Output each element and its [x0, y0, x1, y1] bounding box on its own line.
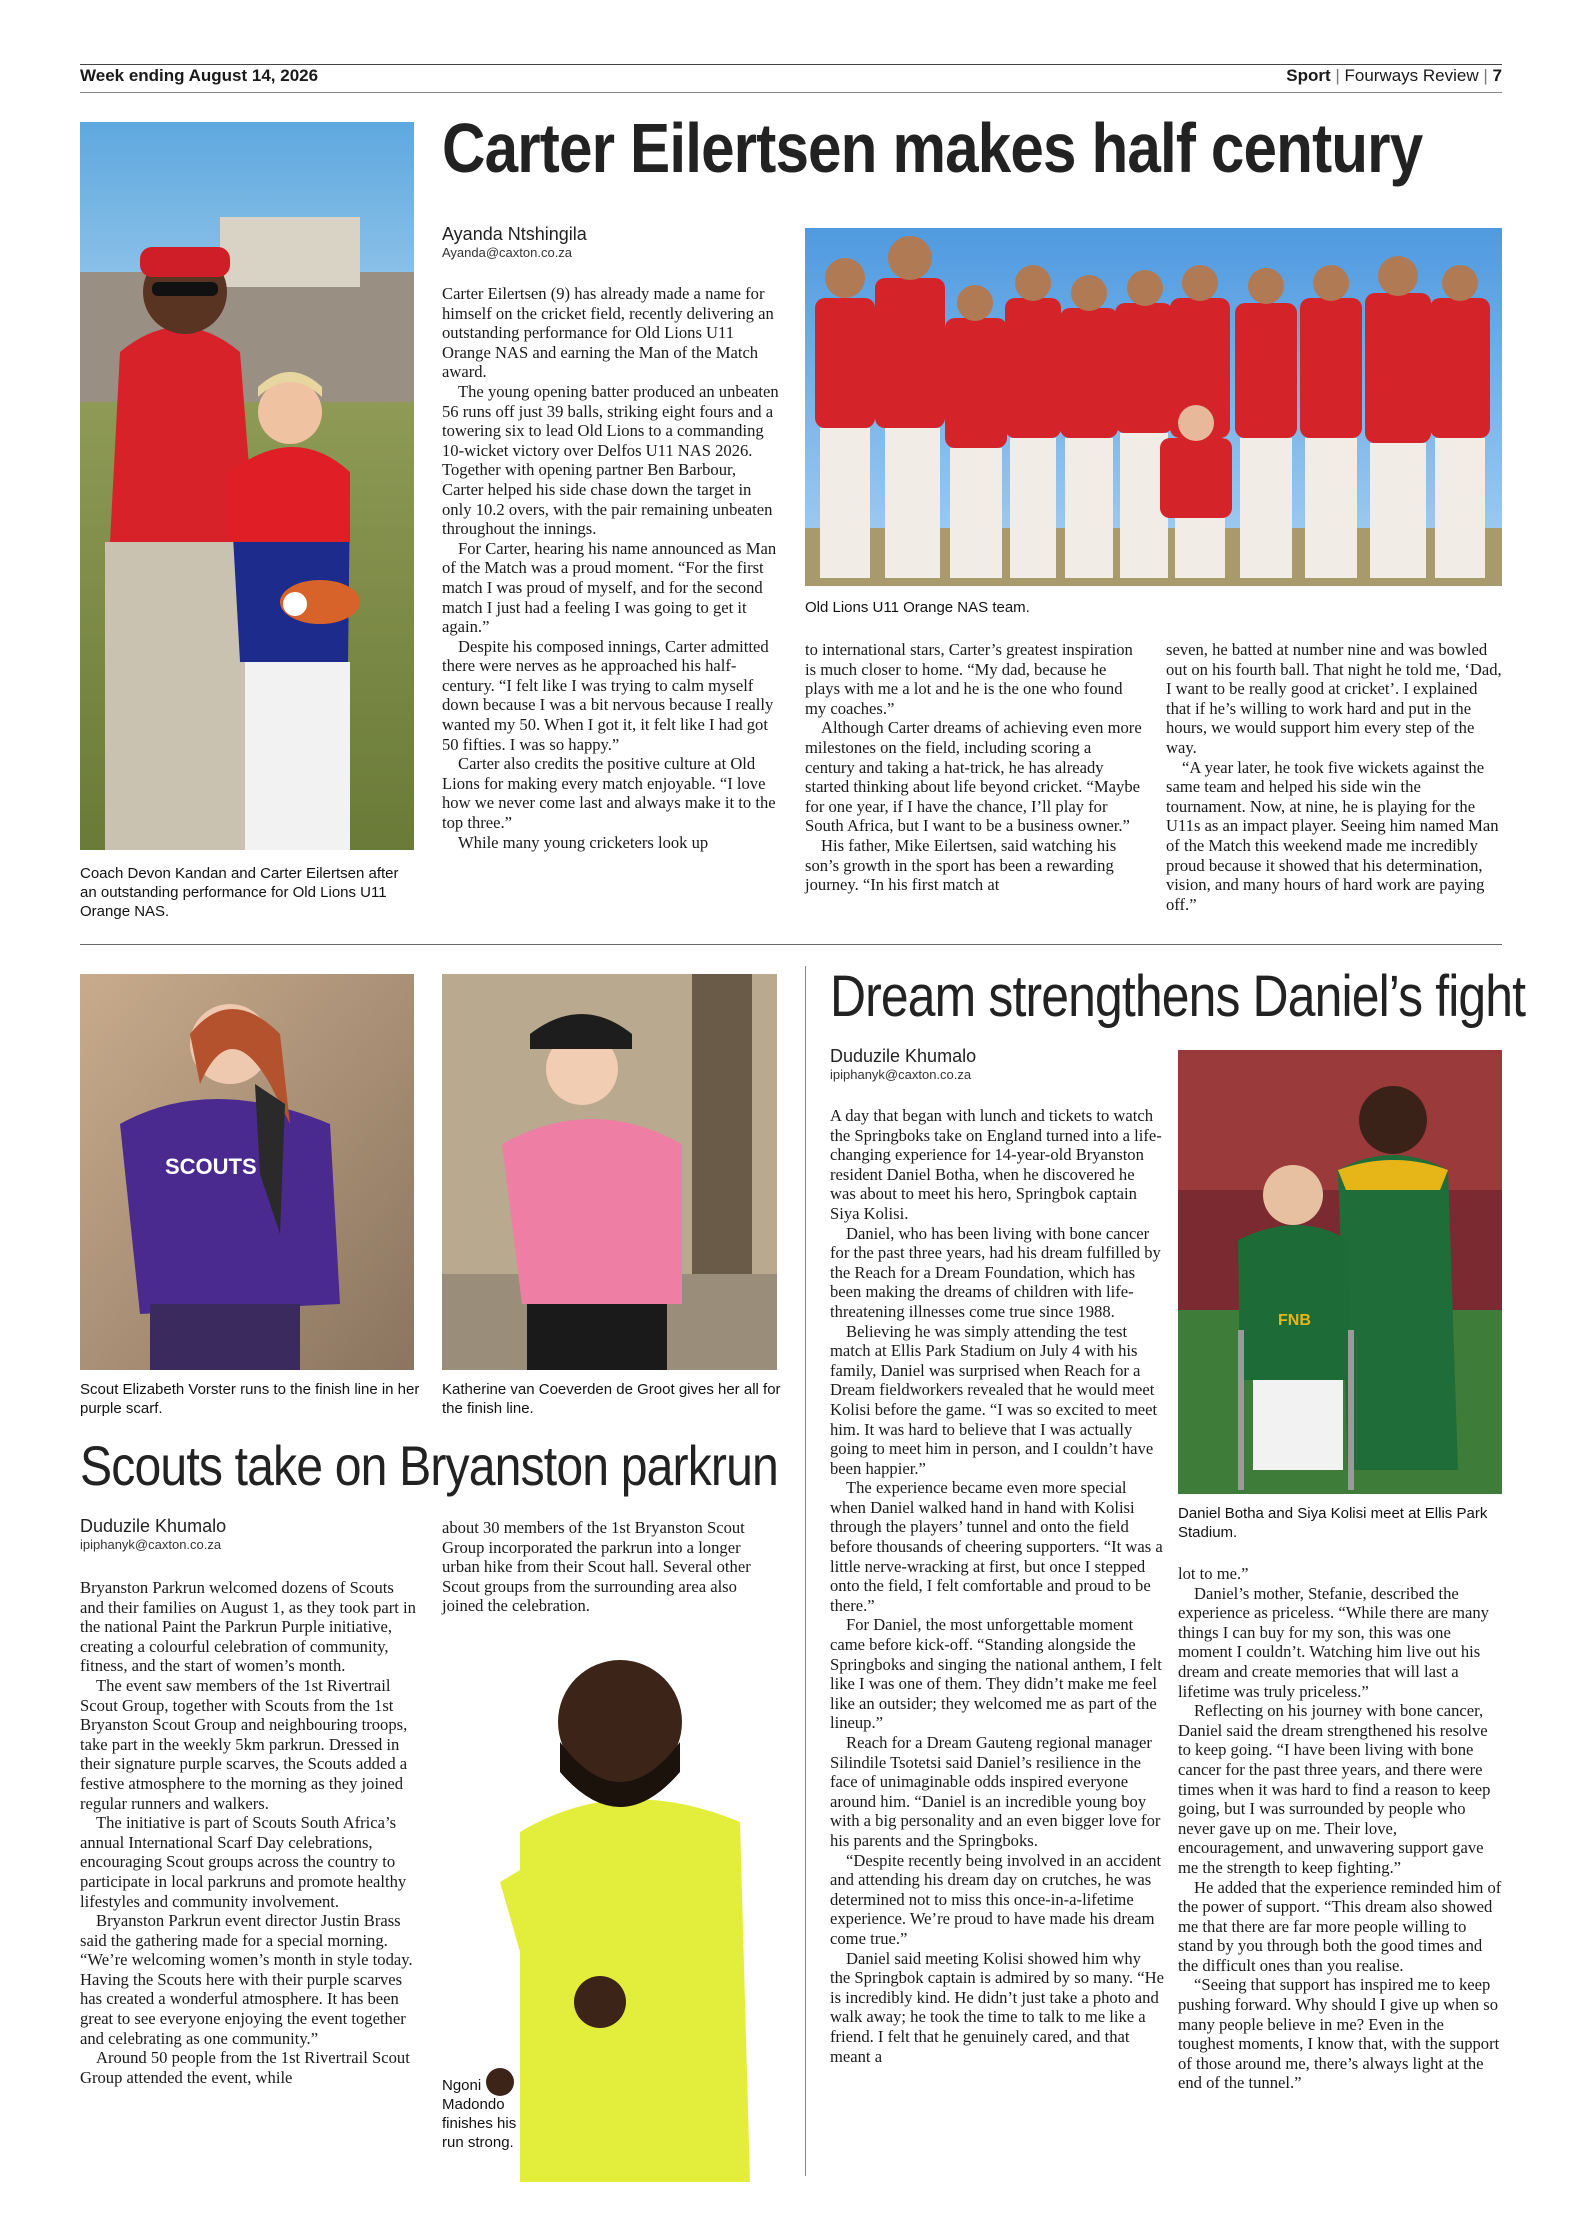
author-name: Duduzile Khumalo: [830, 1046, 977, 1066]
scout-runner-image: [80, 974, 414, 1370]
article-column-3: [1166, 640, 1502, 914]
daniel-and-kolisi-photo: [1178, 1050, 1502, 1494]
photo-caption: Scout Elizabeth Vorster runs to the finish line in her purple scarf.: [80, 1381, 420, 1417]
paragraph: Daniel’s mother, Stefanie, described the experience as priceless. “While there are many things I can buy for my son, this was one moment I couldn’t. Watching him live out his dream and create memories that will last a lifetime was truly priceless.”: [1178, 1583, 1489, 1701]
headline: Dream strengthens Daniel’s fight: [830, 964, 1526, 1029]
photo-caption: Daniel Botha and Siya Kolisi meet at Ellis Park Stadium.: [1178, 1505, 1488, 1541]
paragraph: lot to me.”: [1178, 1564, 1249, 1583]
paragraph: Reflecting on his journey with bone cancer, Daniel said the dream strengthened his resolve to keep going. “I have been living with bone cancer for the past three years, and there were times when it was hard to find a reason to keep going, but I was surrounded by people who never gave up on me. Their love, encouragement, and unwavering support gave me the strength to keep fighting.”: [1178, 1701, 1491, 1877]
section-name: Sport: [1286, 66, 1331, 85]
headline: Scouts take on Bryanston parkrun: [80, 1434, 778, 1497]
paragraph: The experience became even more special when Daniel walked hand in hand with Kolisi through the players’ tunnel and onto the field before thousands of cheering supporters. “It was a little nerve-wracking at first, but once I stepped onto the field, I felt comfortable and proud to be there.”: [830, 1478, 1163, 1615]
photo-caption: Ngoni Madondo finishes his run strong.: [442, 2077, 517, 2151]
article-column-2: [805, 640, 1143, 895]
coach-and-carter-image: [80, 122, 414, 850]
paragraph: “Seeing that support has inspired me to keep pushing forward. Why should I give up when so many people believe in me? Even in the toughest moments, I know that, with the support of those around me, there’s always light at the end of the tunnel.”: [1178, 1975, 1500, 2093]
paragraph: For Daniel, the most unforgettable moment came before kick-off. “Standing alongside the Springboks and singing the national anthem, I felt like I was one of them. They didn’t make me feel like an outsider; they welcomed me as part of the lineup.”: [830, 1615, 1162, 1733]
paragraph: Despite his composed innings, Carter admitted there were nerves as he approached his half-century. “I felt like I was trying to calm myself down because I was a bit nervous because I really wanted my 50. When I got it, it felt like I had got 50 fifties. I was so happy.”: [442, 636, 774, 754]
page-number: 7: [1492, 66, 1502, 85]
paragraph: Daniel, who has been living with bone cancer for the past three years, had his dream fulfilled by the Reach for a Dream Foundation, which has been making the dreams of children with life-threatening illnesses come true since 1988.: [830, 1223, 1161, 1321]
paragraph: Around 50 people from the 1st Rivertrail Scout Group attended the event, while: [80, 2048, 410, 2087]
paragraph: “Despite recently being involved in an accident and attending his dream day on crutches, he was determined not to miss this once-in-a-lifetime experience. We’re proud to have made his dream come true.”: [830, 1850, 1162, 1948]
paragraph: He added that the experience reminded him of the power of support. “This dream also showed me that there are far more people willing to stand by you through both the good times and the difficult ones than you realise.: [1178, 1877, 1502, 1975]
paragraph: Bryanston Parkrun event director Justin Brass said the gathering made for a special morning. “We’re welcoming women’s month in style today. Having the Scouts here with their purple scarves has created a wonderful atmosphere. It has been great to see everyone enjoying the event together and celebrating as one community.”: [80, 1911, 413, 2048]
header-top-rule: [80, 64, 1502, 65]
photo-caption: Coach Devon Kandan and Carter Eilertsen after an outstanding performance for Old Lions U11 Orange NAS.: [80, 865, 399, 920]
photo-caption: Old Lions U11 Orange NAS team.: [805, 599, 1030, 616]
yellow-runner-image: [480, 1622, 780, 2182]
photo-caption: Katherine van Coeverden de Groot gives her all for the finish line.: [442, 1381, 781, 1417]
column-divider: [805, 966, 806, 2176]
byline: [442, 224, 587, 260]
pink-runner-photo: [442, 974, 777, 1370]
scout-runner-photo: [80, 974, 414, 1370]
shirt-sponsor-text: FNB: [1278, 1312, 1311, 1329]
issue-date: Week ending August 14, 2026: [80, 66, 319, 85]
section-label: [1286, 66, 1502, 86]
shirt-logo-text: SCOUTS: [165, 1154, 257, 1179]
paragraph: Reach for a Dream Gauteng regional manager Silindile Tsotetsi said Daniel’s resilience in the face of unimaginable odds inspired everyone around him. “Daniel is an incredible young boy with a big personality and an even bigger love for his parents and the Springboks.: [830, 1733, 1161, 1850]
team-photo: [805, 228, 1502, 586]
paragraph: For Carter, hearing his name announced as Man of the Match was a proud moment. “For the first match I was proud of myself, and for the second match I just had a feeling I was going to get it again.”: [442, 538, 777, 637]
byline: [830, 1046, 976, 1082]
paragraph: to international stars, Carter’s greatest inspiration is much closer to home. “My dad, because he plays with me a lot and he is the one who found my coaches.”: [805, 640, 1133, 718]
article-column-1: [80, 1578, 416, 2087]
paragraph: Although Carter dreams of achieving even more milestones on the field, including scoring a century and taking a hat-trick, he has already started thinking about life beyond cricket. “Maybe for one year, if I have the chance, I’ll play for South Africa, but I want to be a business owner.”: [805, 718, 1142, 836]
author-email: Ayanda@caxton.co.za: [442, 245, 573, 260]
paragraph: A day that began with lunch and tickets to watch the Springboks take on England turned into a life-changing experience for 14-year-old Bryanston resident Daniel Botha, when he discovered he was about to meet his hero, Springbok captain Siya Kolisi.: [830, 1106, 1162, 1223]
headline: Carter Eilertsen makes half century: [442, 109, 1423, 187]
paragraph: Believing he was simply attending the test match at Ellis Park Stadium on July 4 with his family, Daniel was surprised when Reach for a Dream fieldworkers revealed that he would meet Kolisi before the game. “I was so excited to meet him. It was hard to believe that I was actually going to meet him in person, and I couldn’t have been happier.”: [830, 1321, 1158, 1478]
paragraph: The event saw members of the 1st Rivertrail Scout Group, together with Scouts from the 1st Bryanston Scout Group and neighbouring troops, take part in the weekly 5km parkrun. Dressed in their signature purple scarves, the Scouts added a festive atmosphere to the morning as they joined regular runners and walkers.: [80, 1675, 408, 1813]
section-divider: [80, 944, 1502, 945]
daniel-and-kolisi-image: [1178, 1050, 1502, 1494]
divider: |: [1483, 66, 1493, 85]
yellow-runner-photo: [480, 1622, 780, 2182]
paragraph: about 30 members of the 1st Bryanston Scout Group incorporated the parkrun into a longer urban hike from their Scout hall. Several other Scout groups from the surrounding area also joined the celebration.: [442, 1518, 751, 1616]
publication-name: Fourways Review: [1344, 66, 1479, 85]
paragraph: The young opening batter produced an unbeaten 56 runs off just 39 balls, striking eight fours and a towering six to lead Old Lions to a commanding 10-wicket victory over Delfos U11 NAS 2026. Together with opening partner Ben Barbour, Carter helped his side chase down the target in only 10.2 overs, with the pair remaining unbeaten throughout the innings.: [442, 381, 779, 539]
paragraph: seven, he batted at number nine and was bowled out on his fourth ball. That night he told me, ‘Dad, I want to be really good at cricket’. I explained that if he’s willing to work hard and put in the hours, we would support him every step of the way.: [1166, 640, 1502, 757]
header-bottom-rule: [80, 92, 1502, 93]
divider: |: [1335, 66, 1345, 85]
article-column-1: [442, 284, 780, 852]
author-name: Duduzile Khumalo: [80, 1516, 227, 1536]
team-image: [805, 228, 1502, 586]
paragraph: Daniel said meeting Kolisi showed him why the Springbok captain is admired by so many. “He is incredibly kind. He didn’t just take a photo and walk away; he took the time to talk to me like a friend. I felt that he genuinely cared, and that meant a: [830, 1948, 1164, 2066]
article-column-2: [1178, 1564, 1504, 2093]
pink-runner-image: [442, 974, 777, 1370]
author-name: Ayanda Ntshingila: [442, 224, 587, 244]
author-email: ipiphanyk@caxton.co.za: [80, 1537, 222, 1552]
byline: [80, 1516, 226, 1552]
paragraph: Carter Eilertsen (9) has already made a name for himself on the cricket field, recently delivering an outstanding performance for Old Lions U11 Orange NAS and earning the Man of the Match award.: [442, 284, 774, 382]
article-column-2: [442, 1518, 778, 1616]
article-column-1: [830, 1106, 1164, 2066]
paragraph: Carter also credits the positive culture at Old Lions for making every match enjoyable. “I love how we never come last and always make it to the top three.”: [442, 754, 776, 833]
paragraph: “A year later, he took five wickets against the same team and helped his side win the tournament. Now, at nine, he is playing for the U11s as an impact player. Seeing him named Man of the Match this weekend made me incredibly proud because it showed that his determination, vision, and many hours of hard work are paying off.”: [1166, 757, 1499, 914]
paragraph: Bryanston Parkrun welcomed dozens of Scouts and their families on August 1, as they took part in the national Paint the Parkrun Purple initiative, creating a colourful celebration of community, fitness, and the start of women’s month.: [80, 1578, 416, 1676]
author-email: ipiphanyk@caxton.co.za: [830, 1067, 972, 1082]
coach-and-carter-photo: [80, 122, 414, 850]
paragraph: While many young cricketers look up: [458, 832, 709, 852]
paragraph: The initiative is part of Scouts South Africa’s annual International Scarf Day celebrations, encouraging Scout groups across the country to participate in local parkruns and promote healthy lifestyles and community involvement.: [80, 1813, 407, 1911]
paragraph: His father, Mike Eilertsen, said watching his son’s growth in the sport has been a rewarding journey. “In his first match at: [805, 835, 1117, 895]
